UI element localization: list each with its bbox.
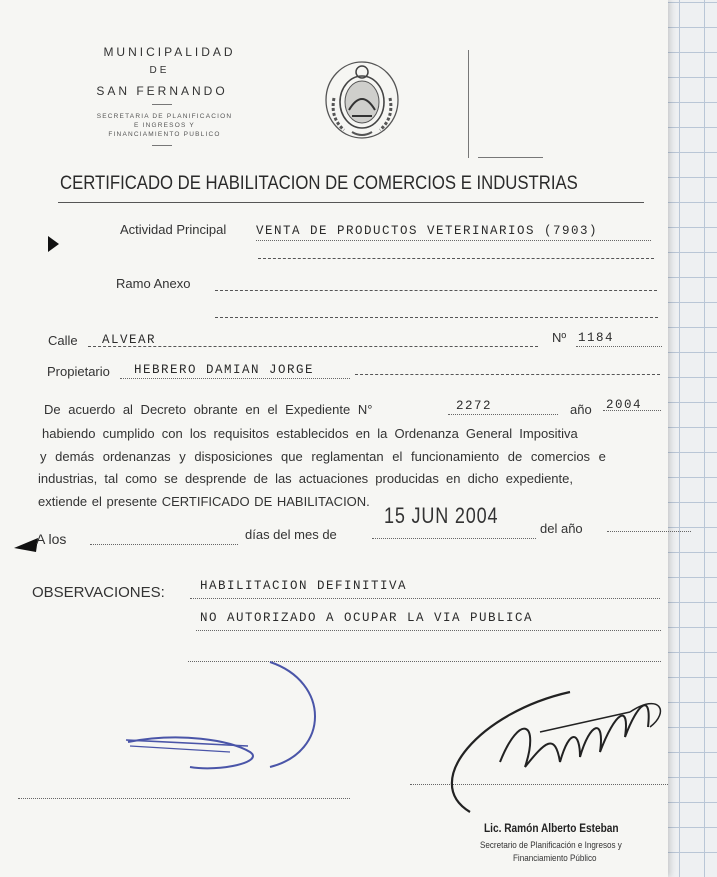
header-secretaria-line3: FINANCIAMIENTO PUBLICO bbox=[108, 131, 221, 138]
body-line-4: industrias, tal como se desprende de las actuaciones producidas en dicho expediente, bbox=[38, 471, 573, 486]
observaciones-label: OBSERVACIONES: bbox=[32, 584, 165, 601]
propietario-rule-2 bbox=[355, 374, 660, 375]
header-de: DE bbox=[149, 65, 170, 76]
body-line-1: De acuerdo al Decreto obrante en el Expediente N° bbox=[44, 402, 373, 417]
observaciones-rule-2 bbox=[196, 630, 661, 631]
calle-label: Calle bbox=[48, 333, 78, 348]
propietario-value: HEBRERO DAMIAN JORGE bbox=[134, 363, 315, 377]
dias-mes-label: días del mes de bbox=[245, 527, 337, 542]
observaciones-line-1: HABILITACION DEFINITIVA bbox=[200, 579, 408, 593]
propietario-rule bbox=[120, 378, 350, 379]
header-right-rule bbox=[478, 157, 543, 158]
ramo-anexo-rule-2 bbox=[215, 317, 658, 318]
ramo-anexo-rule bbox=[215, 290, 657, 291]
ink-scribble-signature bbox=[120, 662, 340, 782]
title-underline bbox=[58, 202, 644, 203]
observaciones-rule-1 bbox=[190, 598, 660, 599]
left-signature-line bbox=[18, 798, 350, 799]
signatory-role-line-1: Secretario de Planificación e Ingresos y bbox=[480, 840, 622, 851]
date-stamp-rule bbox=[372, 538, 536, 539]
signatory-name: Lic. Ramón Alberto Esteban bbox=[484, 823, 619, 835]
body-line-3: y demás ordenanzas y disposiciones que reglamentan el funcionamiento de comercios e bbox=[40, 449, 606, 464]
calle-rule bbox=[88, 346, 538, 347]
date-stamp: 15 JUN 2004 bbox=[384, 503, 499, 528]
numero-label: Nº bbox=[552, 330, 567, 345]
ano-label: año bbox=[570, 402, 592, 417]
body-line-2: habiendo cumplido con los requisitos establecidos en la Ordenanza General Impositiva bbox=[42, 426, 578, 441]
numero-value: 1184 bbox=[578, 331, 615, 345]
observaciones-line-2: NO AUTORIZADO A OCUPAR LA VIA PUBLICA bbox=[200, 611, 534, 625]
actividad-principal-rule bbox=[256, 240, 651, 241]
hole-punch-mark-2 bbox=[14, 538, 38, 552]
expediente-rule bbox=[448, 414, 558, 415]
actividad-principal-label: Actividad Principal bbox=[120, 222, 227, 237]
coat-of-arms-seal bbox=[322, 58, 402, 140]
official-signature bbox=[420, 672, 665, 832]
actividad-principal-rule-2 bbox=[258, 258, 654, 259]
propietario-label: Propietario bbox=[47, 364, 110, 379]
actividad-principal-value: VENTA DE PRODUCTOS VETERINARIOS (7903) bbox=[256, 224, 599, 238]
header-secretaria-line2: E INGRESOS Y bbox=[134, 122, 195, 129]
header-short-rule-2 bbox=[152, 145, 172, 146]
del-ano-rule bbox=[607, 531, 691, 532]
numero-rule bbox=[576, 346, 662, 347]
header-san-fernando: SAN FERNANDO bbox=[96, 84, 228, 98]
hole-punch-mark bbox=[48, 236, 60, 252]
del-ano-label: del año bbox=[540, 521, 583, 536]
header-short-rule bbox=[152, 104, 172, 105]
ano-value: 2004 bbox=[606, 398, 643, 412]
header-secretaria-line1: SECRETARIA DE PLANIFICACION bbox=[96, 113, 233, 120]
header-vertical-line bbox=[468, 50, 469, 158]
expediente-number: 2272 bbox=[456, 399, 493, 413]
ramo-anexo-label: Ramo Anexo bbox=[116, 276, 191, 291]
calle-value: ALVEAR bbox=[102, 333, 157, 347]
a-los-rule bbox=[90, 544, 238, 545]
signatory-role-line-2: Financiamiento Público bbox=[513, 853, 597, 864]
body-line-5: extiende el presente CERTIFICADO DE HABILITACION. bbox=[38, 494, 370, 509]
header-municipalidad: MUNICIPALIDAD bbox=[103, 45, 236, 59]
a-los-label: A los bbox=[36, 531, 67, 547]
ano-rule bbox=[603, 410, 661, 411]
document-title: CERTIFICADO DE HABILITACION DE COMERCIOS E INDUSTRIAS bbox=[60, 173, 578, 194]
